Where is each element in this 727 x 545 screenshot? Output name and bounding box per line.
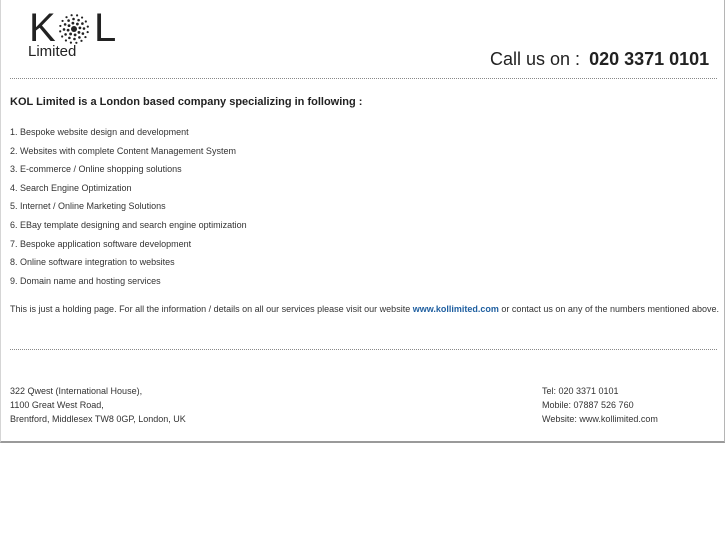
service-item: 9. Domain name and hosting services <box>10 275 161 286</box>
address-line: Brentford, Middlesex TW8 0GP, London, UK <box>10 414 186 424</box>
call-us-label: Call us on : <box>490 49 581 69</box>
footer-divider <box>10 349 717 350</box>
call-us-number: 020 3371 0101 <box>589 49 710 69</box>
website-link[interactable]: www.kollimited.com <box>412 304 499 314</box>
service-item: 7. Bespoke application software development <box>10 238 192 249</box>
logo-burst-icon <box>57 12 91 46</box>
services-list <box>10 124 247 291</box>
logo-letter-l: L <box>94 6 118 50</box>
service-item: 5. Internet / Online Marketing Solutions <box>10 201 166 212</box>
contact-block <box>542 384 658 426</box>
holding-text-after: or contact us on any of the numbers mentioned above. <box>498 304 720 314</box>
service-item: 1. Bespoke website design and development <box>10 127 189 137</box>
call-us-banner <box>490 49 709 70</box>
holding-message <box>10 300 722 318</box>
company-logo[interactable] <box>27 8 123 62</box>
address-block <box>10 384 186 426</box>
contact-website <box>542 412 658 426</box>
contact-tel: Tel: 020 3371 0101 <box>542 386 619 396</box>
contact-mobile: Mobile: 07887 526 760 <box>542 400 634 410</box>
contact-website-link[interactable]: www.kollimited.com <box>579 414 658 424</box>
service-item: 2. Websites with complete Content Management System <box>10 145 236 156</box>
header-divider <box>10 78 717 79</box>
service-item: 4. Search Engine Optimization <box>10 182 132 193</box>
logo-letter-k: K <box>29 6 57 50</box>
service-item: 3. E-commerce / Online shopping solutions <box>10 164 182 175</box>
address-line: 1100 Great West Road, <box>10 400 104 410</box>
holding-text-before: This is just a holding page. For all the information / details on all our services please visit our website <box>10 304 413 314</box>
service-item: 6. EBay template designing and search engine optimization <box>10 219 247 230</box>
intro-heading: KOL Limited is a London based company specializing in following : <box>10 96 363 108</box>
address-line: 322 Qwest (International House), <box>10 386 143 396</box>
logo-subtitle: Limited <box>28 43 77 60</box>
contact-website-label: Website: <box>542 414 580 424</box>
service-item: 8. Online software integration to websites <box>10 257 175 268</box>
